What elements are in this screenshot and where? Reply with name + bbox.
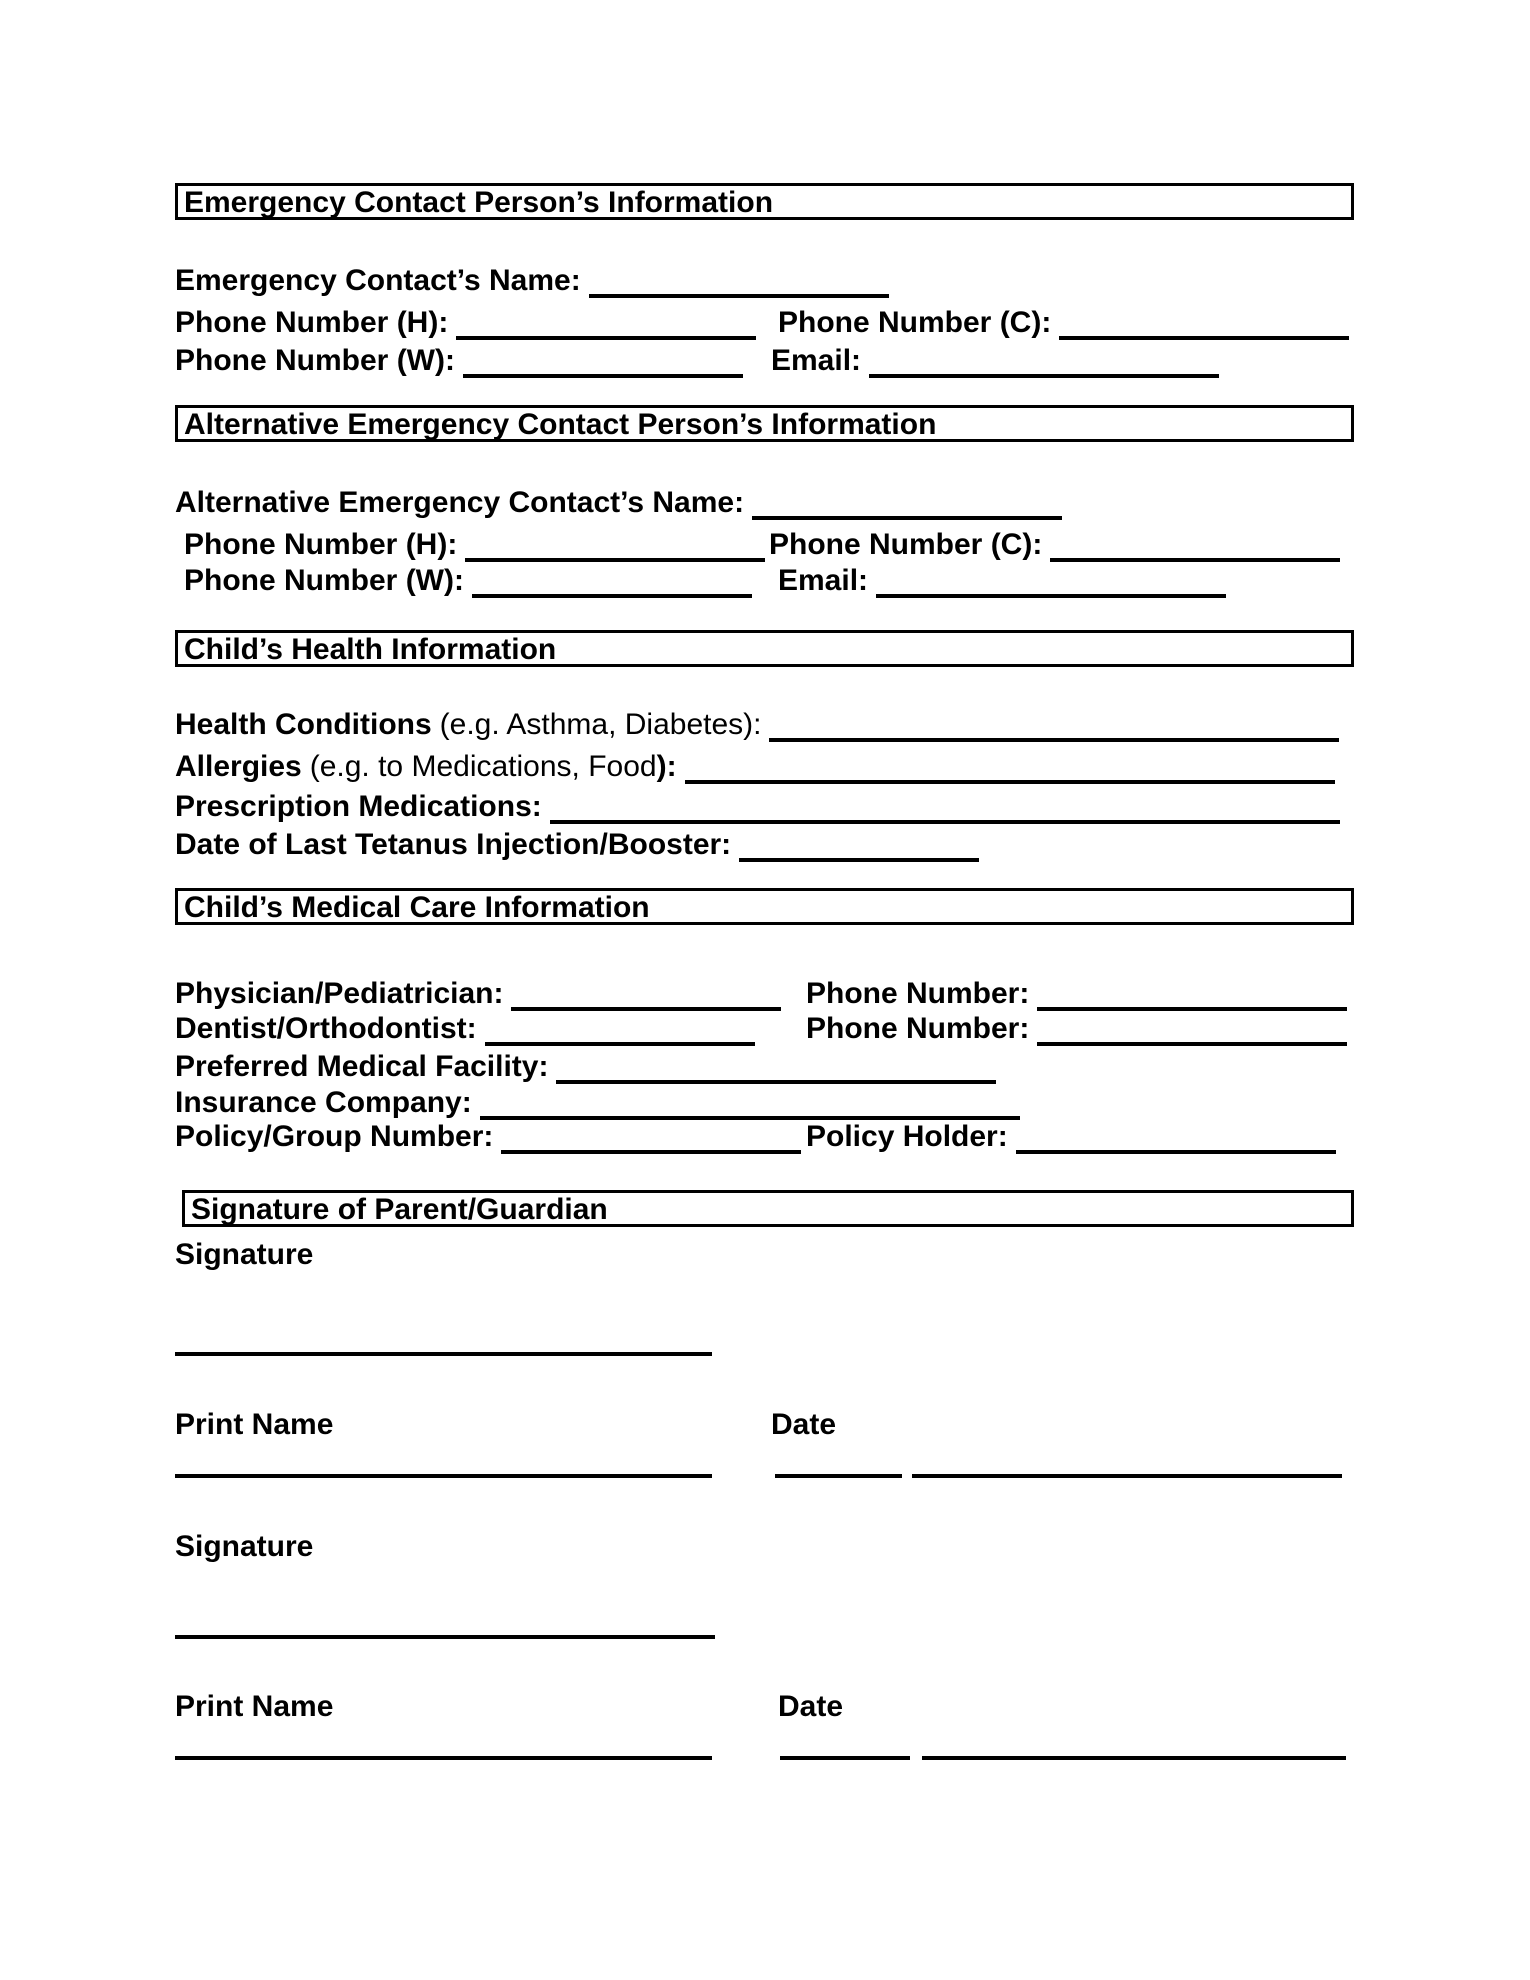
row-medical-facility — [175, 1050, 1385, 1084]
row-dentist — [175, 1012, 1385, 1046]
alt-name-field[interactable] — [752, 486, 1062, 520]
date-label-1: Date — [771, 1408, 837, 1441]
policy-holder-label: Policy Holder: — [806, 1120, 1008, 1153]
section-header-emergency-contact — [175, 183, 1354, 220]
signature-line-2[interactable] — [175, 1635, 715, 1639]
print-name-label-1: Print Name — [175, 1408, 334, 1441]
row-prescriptions — [175, 790, 1385, 824]
alt-phone-c-label: Phone Number (C): — [769, 528, 1043, 561]
dentist-field[interactable] — [485, 1012, 755, 1046]
emergency-phone-c-label: Phone Number (C): — [778, 306, 1052, 339]
row-policy — [175, 1120, 1385, 1154]
row-alt-name — [175, 486, 1385, 520]
date-line-1-long[interactable] — [912, 1474, 1342, 1478]
policy-holder-field[interactable] — [1016, 1120, 1336, 1154]
alt-phone-w-label: Phone Number (W): — [184, 564, 464, 597]
prescriptions-label: Prescription Medications: — [175, 790, 542, 823]
row-emergency-phone-w-email — [175, 344, 1385, 378]
allergies-field[interactable] — [685, 750, 1335, 784]
row-alt-phone-hc — [184, 528, 1394, 562]
physician-phone-field[interactable] — [1037, 977, 1347, 1011]
emergency-email-field[interactable] — [869, 344, 1219, 378]
row-physician — [175, 977, 1385, 1011]
alt-phone-h-label: Phone Number (H): — [184, 528, 458, 561]
row-alt-phone-w-email — [184, 564, 1394, 598]
date-line-2-long[interactable] — [922, 1756, 1346, 1760]
health-conditions-label: Health Conditions — [175, 708, 432, 741]
policy-number-label: Policy/Group Number: — [175, 1120, 494, 1153]
section-title-signature: Signature of Parent/Guardian — [191, 1193, 608, 1226]
section-title-alt-emergency-contact: Alternative Emergency Contact Person’s Information — [184, 408, 937, 441]
dentist-phone-field[interactable] — [1037, 1012, 1347, 1046]
physician-phone-label: Phone Number: — [806, 977, 1030, 1010]
date-line-2-short[interactable] — [780, 1756, 910, 1760]
health-conditions-field[interactable] — [769, 708, 1339, 742]
medical-facility-label: Preferred Medical Facility: — [175, 1050, 549, 1083]
dentist-label: Dentist/Orthodontist: — [175, 1012, 477, 1045]
print-name-line-2[interactable] — [175, 1756, 712, 1760]
row-health-conditions — [175, 708, 1385, 742]
emergency-phone-h-field[interactable] — [456, 306, 756, 340]
dentist-phone-label: Phone Number: — [806, 1012, 1030, 1045]
tetanus-field[interactable] — [739, 828, 979, 862]
physician-label: Physician/Pediatrician: — [175, 977, 504, 1010]
emergency-email-label: Email: — [771, 344, 862, 377]
signature-label-1: Signature — [175, 1238, 314, 1271]
insurance-field[interactable] — [480, 1086, 1020, 1120]
emergency-phone-c-field[interactable] — [1059, 306, 1349, 340]
emergency-phone-w-field[interactable] — [463, 344, 743, 378]
policy-number-field[interactable] — [501, 1120, 801, 1154]
insurance-label: Insurance Company: — [175, 1086, 472, 1119]
row-insurance — [175, 1086, 1385, 1120]
alt-phone-h-field[interactable] — [465, 528, 765, 562]
alt-phone-w-field[interactable] — [472, 564, 752, 598]
emergency-phone-w-label: Phone Number (W): — [175, 344, 455, 377]
alt-name-label: Alternative Emergency Contact’s Name: — [175, 486, 745, 519]
section-title-medical-care: Child’s Medical Care Information — [184, 891, 650, 924]
section-title-emergency-contact: Emergency Contact Person’s Information — [184, 186, 774, 219]
section-title-health-info: Child’s Health Information — [184, 633, 557, 666]
section-header-signature — [182, 1190, 1354, 1227]
print-name-label-2: Print Name — [175, 1690, 334, 1723]
emergency-phone-h-label: Phone Number (H): — [175, 306, 449, 339]
section-header-health-info — [175, 630, 1354, 667]
print-name-line-1[interactable] — [175, 1474, 712, 1478]
date-label-2: Date — [778, 1690, 844, 1723]
alt-phone-c-field[interactable] — [1050, 528, 1340, 562]
section-header-medical-care — [175, 888, 1354, 925]
medical-facility-field[interactable] — [556, 1050, 996, 1084]
row-allergies — [175, 750, 1385, 784]
row-emergency-phone-hc — [175, 306, 1385, 340]
date-line-1-short[interactable] — [775, 1474, 902, 1478]
emergency-name-label: Emergency Contact’s Name: — [175, 264, 581, 297]
allergies-hint-end: ): — [656, 750, 677, 783]
allergies-hint: (e.g. to Medications, Food — [309, 750, 657, 783]
emergency-name-field[interactable] — [589, 264, 889, 298]
row-emergency-name — [175, 264, 1385, 298]
signature-label-2: Signature — [175, 1530, 314, 1563]
signature-line-1[interactable] — [175, 1352, 712, 1356]
allergies-label: Allergies — [175, 750, 302, 783]
health-conditions-hint: (e.g. Asthma, Diabetes): — [439, 708, 762, 741]
section-header-alt-emergency-contact — [175, 405, 1354, 442]
alt-email-label: Email: — [778, 564, 869, 597]
physician-field[interactable] — [511, 977, 781, 1011]
alt-email-field[interactable] — [876, 564, 1226, 598]
tetanus-label: Date of Last Tetanus Injection/Booster: — [175, 828, 732, 861]
prescriptions-field[interactable] — [550, 790, 1340, 824]
row-tetanus — [175, 828, 1385, 862]
